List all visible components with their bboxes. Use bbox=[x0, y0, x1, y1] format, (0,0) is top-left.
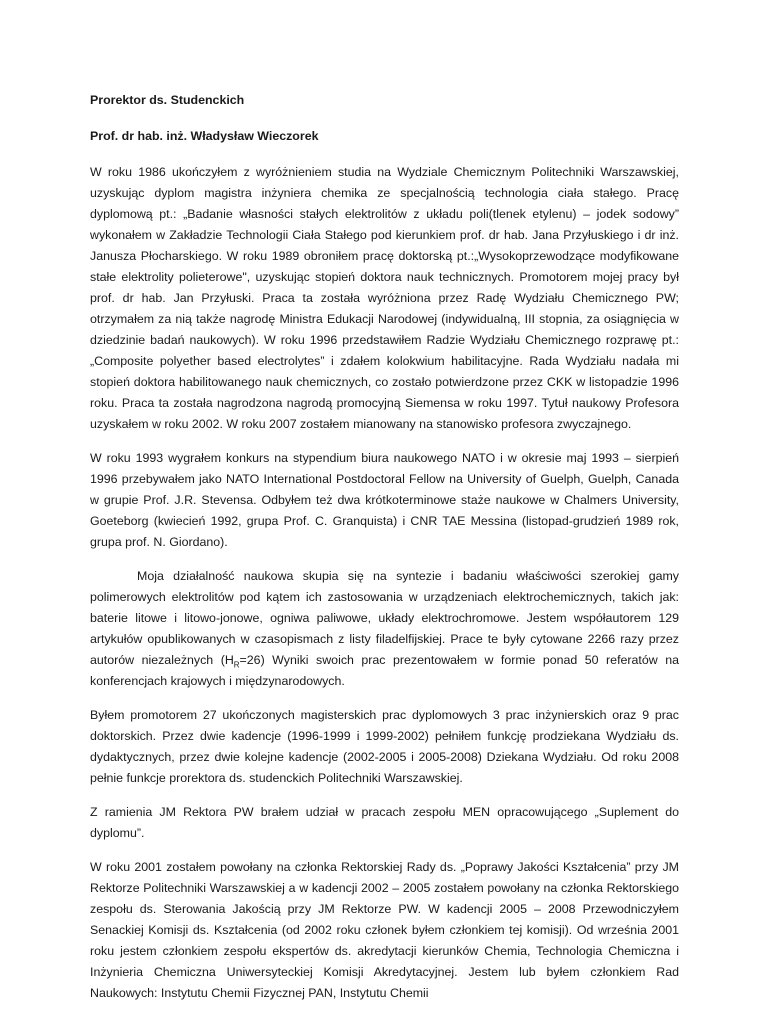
paragraph-research bbox=[90, 566, 679, 692]
paragraph-diploma-supplement: Z ramienia JM Rektora PW brałem udział w pracach zespołu MEN opracowującego „Suplement do dyplomu”. bbox=[90, 805, 679, 840]
research-text-after: =26) Wyniki swoich prac prezentowałem w formie ponad 50 referatów na konferencjach krajowych i międzynarodowych. bbox=[90, 653, 679, 688]
document-page bbox=[90, 90, 679, 1017]
paragraph-fellowship: W roku 1993 wygrałem konkurs na stypendium biura naukowego NATO i w okresie maj 1993 – sierpień 1996 przebywałem jako NATO International Postdoctoral Fellow na University of Guelph, Guelph, Canada w grupie Prof. J.R. Stevensa. Odbyłem też dwa krótkoterminowe staże naukowe w Chalmers University, Goeteborg (kwiecień 1992, grupa Prof. C. Granquista) i CNR TAE Messina (listopad-grudzień 1989 rok, grupa prof. N. Giordano). bbox=[90, 451, 679, 549]
h-index-subscript: R bbox=[233, 660, 240, 670]
paragraph-supervision: Byłem promotorem 27 ukończonych magisterskich prac dyplomowych 3 prac inżynierskich oraz 9 prac doktorskich. Przez dwie kadencje (1996-1999 i 1999-2002) pełniłem funkcję prodziekana Wydziału ds. dydaktycznych, przez dwie kolejne kadencje (2002-2005 i 2005-2008) Dziekana Wydziału. Od roku 2008 pełnie funkcje prorektora ds. studenckich Politechniki Warszawskiej. bbox=[90, 708, 679, 785]
paragraph-education: W roku 1986 ukończyłem z wyróżnieniem studia na Wydziale Chemicznym Politechniki Warszawskiej, uzyskując dyplom magistra inżyniera chemika ze specjalnością technologia ciała stałego. Pracę dyplomową pt.: „Badanie własności stałych elektrolitów z układu poli(tlenek etylenu) – jodek sodowy” wykonałem w Zakładzie Technologii Ciała Stałego pod kierunkiem prof. dr hab. Jana Przyłuskiego i dr inż. Janusza Płocharskiego. W roku 1989 obroniłem pracę doktorską pt.:„Wysokoprzewodzące modyfikowane stałe elektrolity polieterowe", uzyskując stopień doktora nauk technicznych. Promotorem mojej pracy był prof. dr hab. Jan Przyłuski. Praca ta została wyróżniona przez Radę Wydziału Chemicznego PW; otrzymałem za nią także nagrodę Ministra Edukacji Narodowej (indywidualną, III stopnia, za osiągnięcia w dziedzinie badań naukowych). W roku 1996 przedstawiłem Radzie Wydziału Chemicznego rozprawę pt.: „Composite polyether based electrolytes” i zdałem kolokwium habilitacyjne. Rada Wydziału nadała mi stopień doktora habilitowanego nauk chemicznych, co zostało potwierdzone przez CKK w listopadzie 1996 roku. Praca ta została nagrodzona nagrodą promocyjną Siemensa w roku 1997. Tytuł naukowy Profesora uzyskałem w roku 2002. W roku 2007 zostałem mianowany na stanowisko profesora zwyczajnego. bbox=[90, 165, 679, 431]
document-title: Prorektor ds. Studenckich bbox=[90, 93, 245, 107]
paragraph-quality-council: W roku 2001 zostałem powołany na członka Rektorskiej Rady ds. „Poprawy Jakości Kształcenia” przy JM Rektorze Politechniki Warszawskiej a w kadencji 2002 – 2005 zostałem powołany na członka Rektorskiego zespołu ds. Sterowania Jakością przy JM Rektorze PW. W kadencji 2005 – 2008 Przewodniczyłem Senackiej Komisji ds. Kształcenia (od 2002 roku członek byłem członkiem tej komisji). Od września 2001 roku jestem członkiem zespołu ekspertów ds. akredytacji kierunków Chemia, Technologia Chemiczna i Inżynieria Chemiczna Uniwersyteckiej Komisji Akredytacyjnej. Jestem lub byłem członkiem Rad Naukowych: Instytutu Chemii Fizycznej PAN, Instytutu Chemii bbox=[90, 860, 679, 1000]
author-name: Prof. dr hab. inż. Władysław Wieczorek bbox=[90, 129, 319, 143]
research-text-before: Moja działalność naukowa skupia się na syntezie i badaniu właściwości szerokiej gamy polimerowych elektrolitów pod kątem ich zastosowania w urządzeniach elektrochemicznych, takich jak: baterie litowe i litowo-jonowe, ogniwa paliwowe, układy elektrochromowe. Jestem współautorem 129 artykułów opublikowanych w czasopismach z listy filadelfijskiej. Prace te były cytowane 2266 razy przez autorów niezależnych (H bbox=[90, 569, 679, 667]
